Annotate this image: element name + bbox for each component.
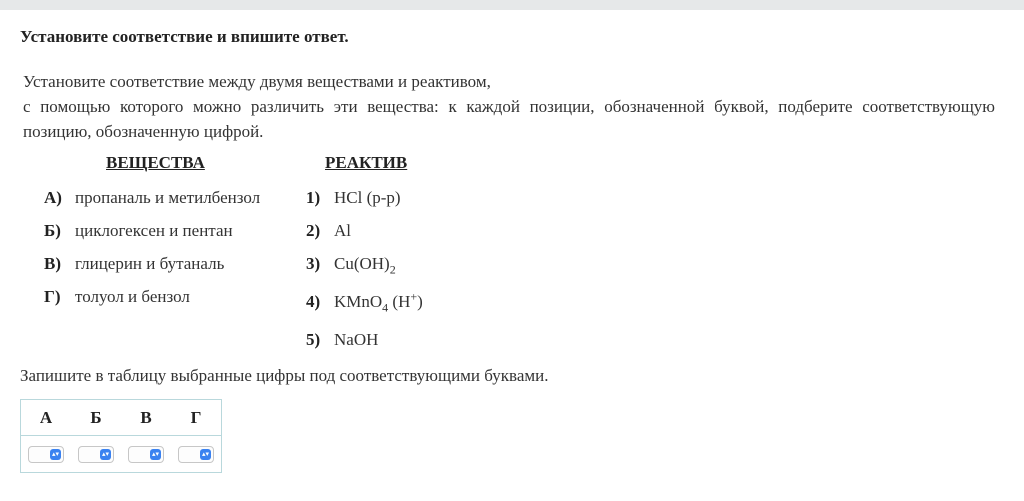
task-line: позицию, обозначенную цифрой. — [23, 122, 264, 141]
answer-select-a[interactable] — [28, 446, 64, 463]
answer-table — [20, 399, 222, 473]
reagent-item — [306, 330, 378, 350]
substance-item — [44, 254, 224, 274]
answer-header-b: Б — [71, 400, 121, 436]
substance-item — [44, 287, 190, 307]
substance-key: А) — [44, 188, 62, 207]
substances-header: ВЕЩЕСТВА — [106, 153, 205, 172]
substance-text: глицерин и бутаналь — [75, 254, 225, 273]
reagent-text: HCl (р-р) — [334, 188, 401, 207]
substance-key: Г) — [44, 287, 61, 306]
reagent-item — [306, 188, 401, 208]
answer-cell — [21, 436, 72, 473]
answer-instruction: Запишите в таблицу выбранные цифры под соответствующими буквами. — [20, 366, 549, 385]
answer-header-g: Г — [171, 400, 222, 436]
reagent-subscript: 4 — [382, 300, 389, 315]
reagent-key: 1) — [306, 188, 321, 207]
answer-select-v[interactable] — [128, 446, 164, 463]
reagent-item — [306, 221, 351, 241]
answer-cell — [121, 436, 171, 473]
reagent-item — [306, 289, 423, 315]
answer-cell — [71, 436, 121, 473]
answer-header-v: В — [121, 400, 171, 436]
page-title: Установите соответствие и впишите ответ. — [20, 27, 349, 46]
substance-text: толуол и бензол — [75, 287, 190, 306]
answer-header-row — [21, 400, 222, 436]
substance-key: Б) — [44, 221, 61, 240]
answer-cell — [171, 436, 222, 473]
substance-text: пропаналь и метилбензол — [75, 188, 261, 207]
task-text — [23, 69, 995, 144]
reagents-header: РЕАКТИВ — [325, 153, 408, 172]
substance-item — [44, 188, 260, 208]
up-down-chevron-icon: ▴▾ — [101, 449, 110, 458]
reagent-text: Cu(OH) — [334, 254, 390, 273]
reagent-text-after: (H — [388, 292, 411, 311]
reagent-subscript: 2 — [389, 262, 396, 277]
answer-select-row — [21, 436, 222, 473]
reagent-key: 2) — [306, 221, 321, 240]
answer-header-a: А — [21, 400, 72, 436]
substance-item — [44, 221, 233, 241]
task-line: с помощью которого можно различить эти вещества: к каждой позиции, обозначенной буквой, подберите соответствующую — [23, 97, 995, 116]
up-down-chevron-icon: ▴▾ — [151, 449, 160, 458]
reagent-text-tail: ) — [417, 292, 423, 311]
reagent-superscript: + — [410, 289, 418, 304]
substance-text: циклогексен и пентан — [75, 221, 233, 240]
reagent-text: KMnO — [334, 292, 383, 311]
top-bar — [0, 0, 1024, 10]
reagent-key: 4) — [306, 292, 321, 311]
substance-key: В) — [44, 254, 61, 273]
answer-select-g[interactable] — [178, 446, 214, 463]
reagent-item — [306, 254, 396, 277]
reagent-key: 5) — [306, 330, 321, 349]
up-down-chevron-icon: ▴▾ — [201, 449, 210, 458]
up-down-chevron-icon: ▴▾ — [51, 449, 60, 458]
answer-select-b[interactable] — [78, 446, 114, 463]
reagent-key: 3) — [306, 254, 321, 273]
reagent-text: NaOH — [334, 330, 379, 349]
reagent-text: Al — [334, 221, 351, 240]
task-line: Установите соответствие между двумя веществами и реактивом, — [23, 72, 491, 91]
